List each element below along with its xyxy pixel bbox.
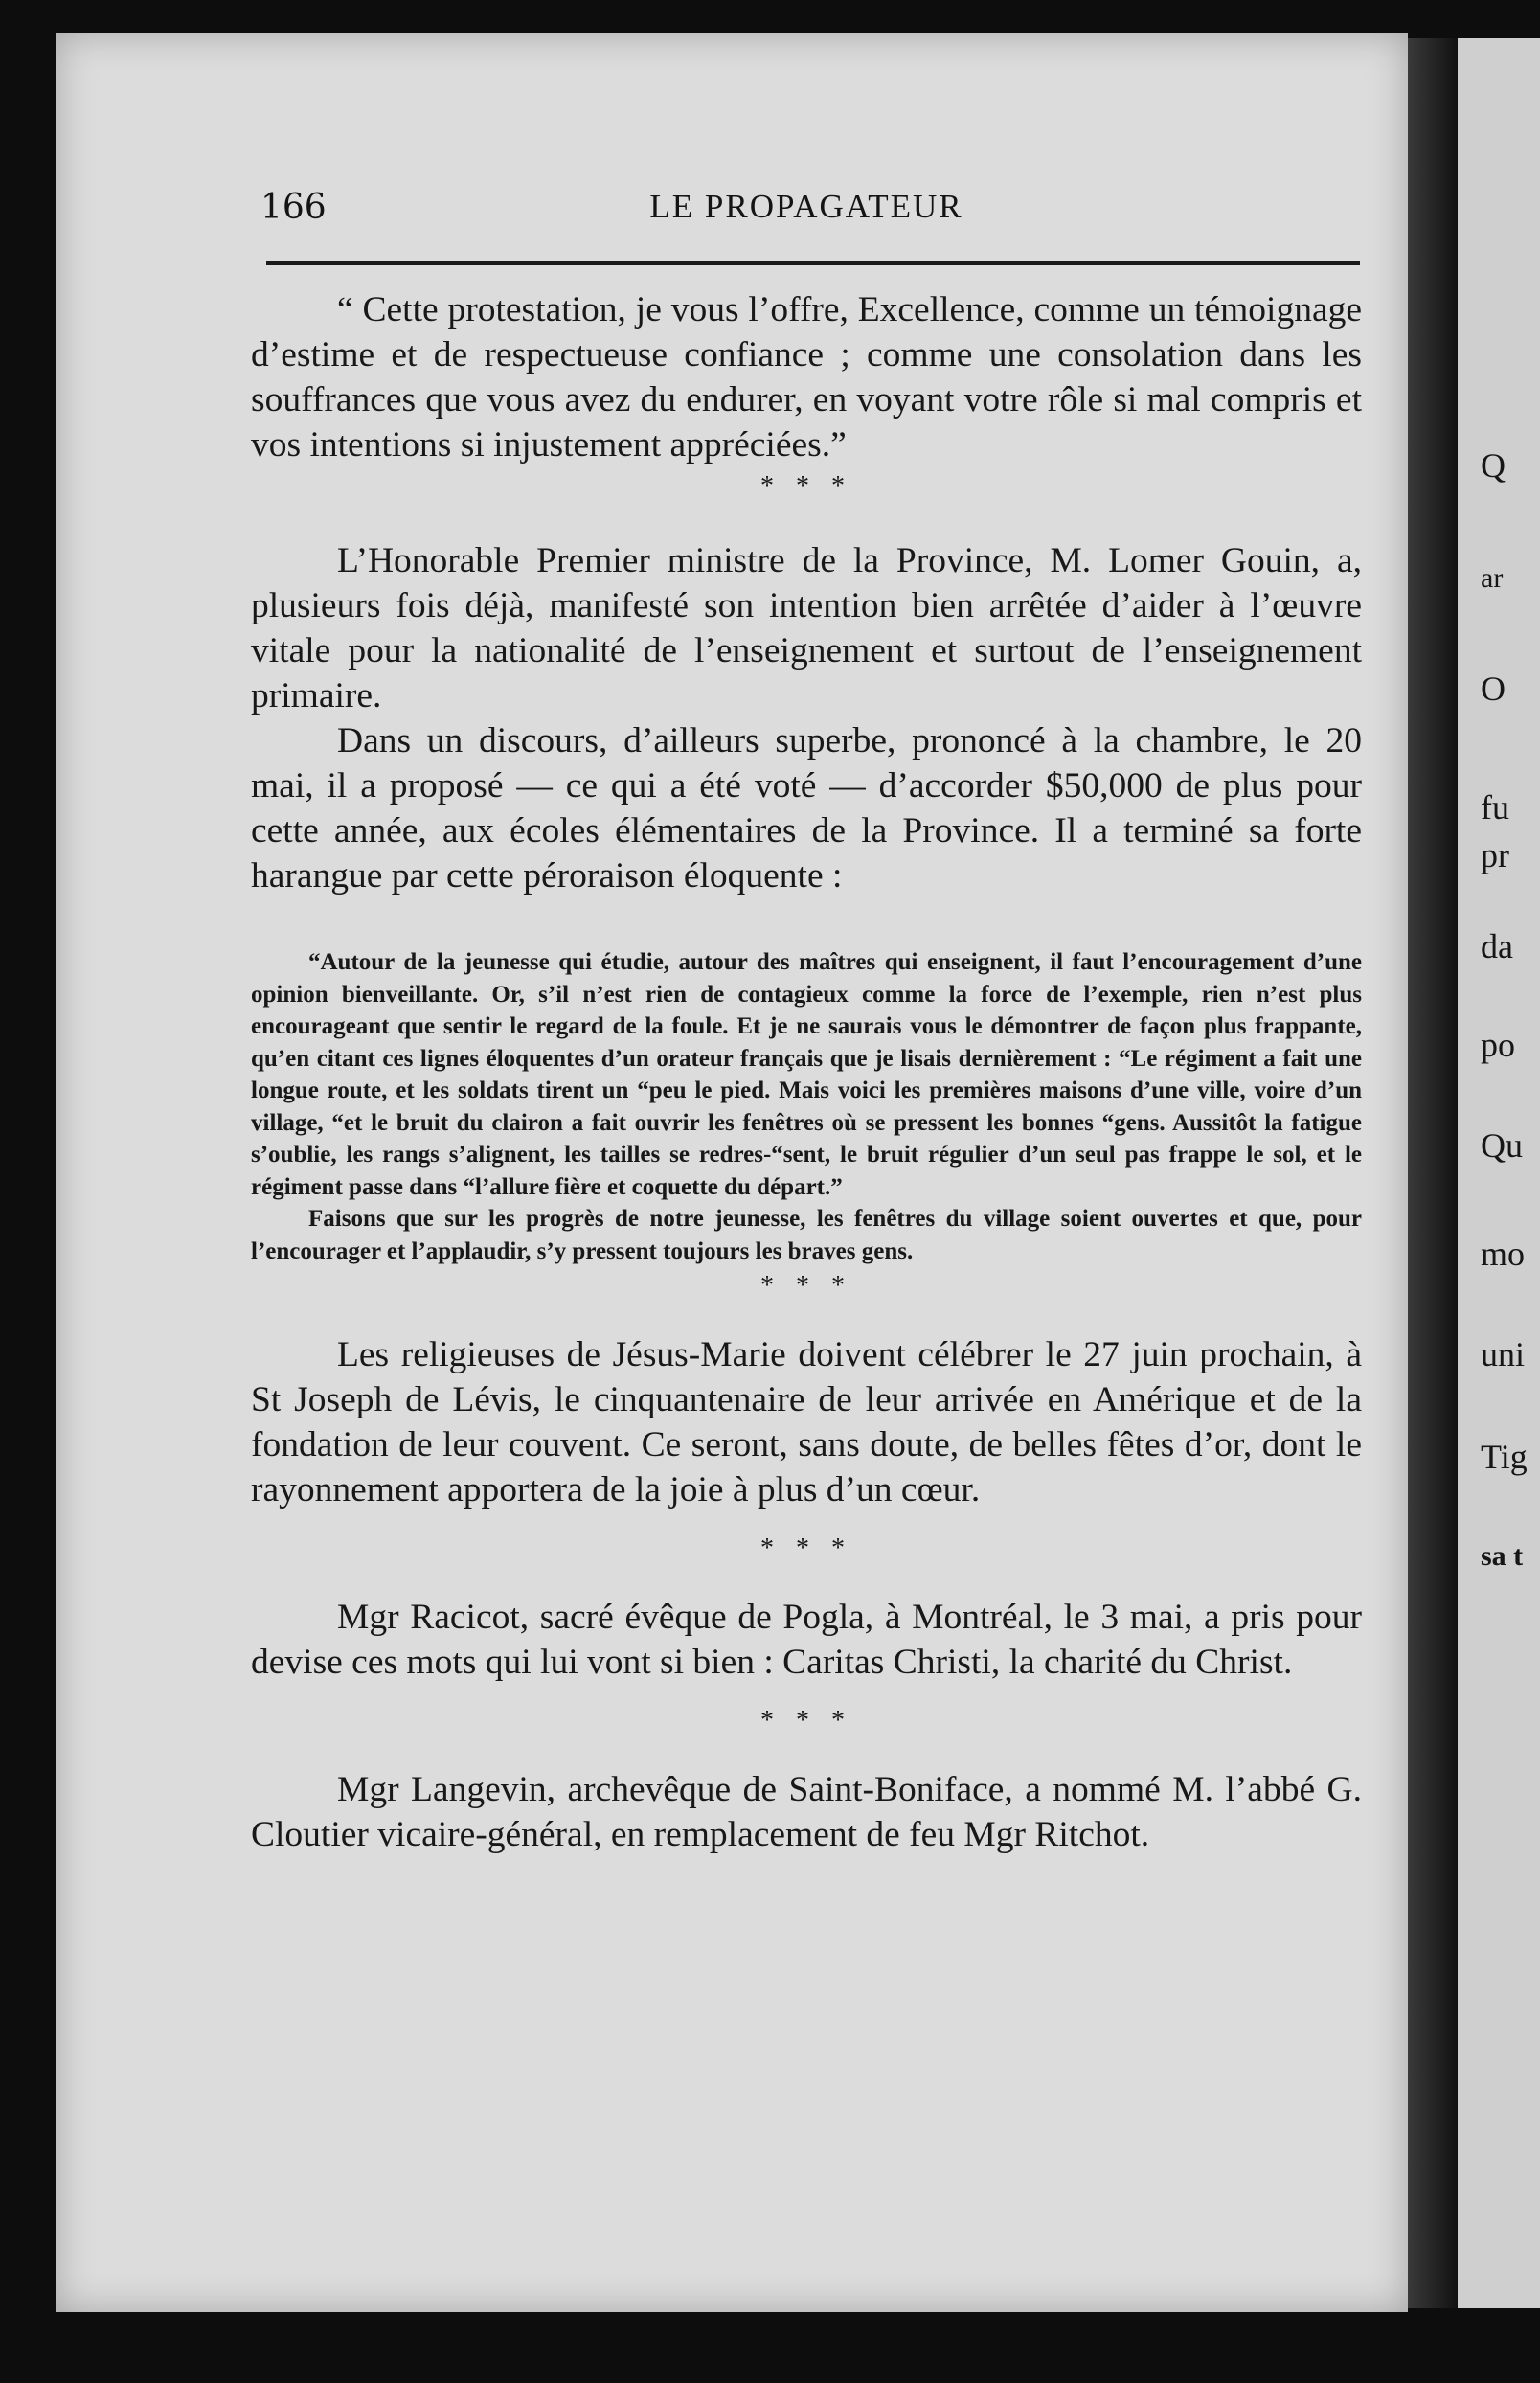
header-rule bbox=[266, 261, 1360, 265]
adjacent-fragment: Qu bbox=[1481, 1126, 1523, 1165]
adjacent-fragment: mo bbox=[1481, 1235, 1526, 1273]
adjacent-fragment: O bbox=[1481, 670, 1506, 708]
quoted-speech: Faisons que sur les progrès de notre jeunesse, les fenêtres du village soient ouvertes et que, pour l’encourager et l’applaudir, s’y pressent toujours les braves gens. bbox=[251, 1206, 1362, 1264]
adjacent-fragment: sa t bbox=[1481, 1540, 1524, 1572]
paragraph: Les religieuses de Jésus-Marie doivent célébrer le 27 juin prochain, à St Joseph de Lévis, le cinquantenaire de leur arrivée en Amérique et de la fondation de leur couvent. Ce seront, sans doute, de belles fêtes d’or, dont le rayonnement apportera de la joie à plus d’un cœur. bbox=[251, 1335, 1362, 1509]
section-separator: * * * bbox=[760, 471, 852, 501]
adjacent-fragment: fu bbox=[1481, 788, 1509, 827]
adjacent-fragment: da bbox=[1481, 927, 1513, 965]
paragraph: Dans un discours, d’ailleurs superbe, prononcé à la chambre, le 20 mai, il a proposé — ce qui a été voté — d’accorder $50,000 de plus pour cette année, aux écoles élémentaires de la Province. Il a terminé sa forte harangue par cette péroraison éloquente : bbox=[251, 721, 1362, 896]
adjacent-fragment: ar bbox=[1481, 562, 1504, 594]
page-body bbox=[251, 287, 1362, 1857]
adjacent-fragment: uni bbox=[1481, 1335, 1526, 1373]
quoted-speech: “Autour de la jeunesse qui étudie, autour des maîtres qui enseignent, il faut l’encouragement d’une opinion bienveillante. Or, s’il n’est rien de contagieux comme la force de l’exemple, rien n’est plus encourageant que sentir le regard de la foule. Et je ne saurais vous le démontrer de façon plus frappante, qu’en citant ces lignes éloquentes d’un orateur français que je lisais dernièrement : “Le régiment a fait une longue route, et les soldats tirent un “peu le pied. Mais voici les premières maisons d’une ville, voire d’un village, “et le bruit du clairon a fait ouvrir les fenêtres où se pressent les bonnes “gens. Aussitôt la fatigue s’oublie, les rangs s’alignent, les tailles se redres-“sent, le bruit régulier d’un seul pas frappe le sol, et le régiment passe dans “l’allure fière et coquette du départ.” bbox=[251, 949, 1362, 1200]
section-separator: * * * bbox=[760, 1533, 852, 1563]
adjacent-fragment: Q bbox=[1481, 446, 1506, 485]
paragraph: Mgr Racicot, sacré évêque de Pogla, à Montréal, le 3 mai, a pris pour devise ces mots qui lui vont si bien : Caritas Christi, la charité du Christ. bbox=[251, 1598, 1362, 1682]
page-header bbox=[260, 188, 1352, 236]
running-title: LE PROPAGATEUR bbox=[649, 188, 963, 225]
adjacent-fragment: Tig bbox=[1481, 1438, 1528, 1476]
paragraph: Mgr Langevin, archevêque de Saint-Boniface, a nommé M. l’abbé G. Cloutier vicaire-général, en remplacement de feu Mgr Ritchot. bbox=[251, 1770, 1362, 1854]
adjacent-page-edge bbox=[1458, 38, 1540, 2308]
section-separator: * * * bbox=[760, 1271, 852, 1301]
section-separator: * * * bbox=[760, 1706, 852, 1736]
adjacent-fragment: pr bbox=[1481, 836, 1509, 874]
paragraph: “ Cette protestation, je vous l’offre, Excellence, comme un témoignage d’estime et de respectueuse confiance ; comme une consolation dans les souffrances que vous avez du endurer, en voyant votre rôle si mal compris et vos intentions si injustement appréciées.” bbox=[251, 290, 1362, 465]
page-number: 166 bbox=[260, 188, 327, 227]
book-gutter bbox=[1408, 38, 1458, 2308]
adjacent-fragment: po bbox=[1481, 1026, 1515, 1064]
paragraph: L’Honorable Premier ministre de la Province, M. Lomer Gouin, a, plusieurs fois déjà, manifesté son intention bien arrêtée d’aider à l’œuvre vitale pour la nationalité de l’enseignement et surtout de l’enseignement primaire. bbox=[251, 541, 1362, 715]
